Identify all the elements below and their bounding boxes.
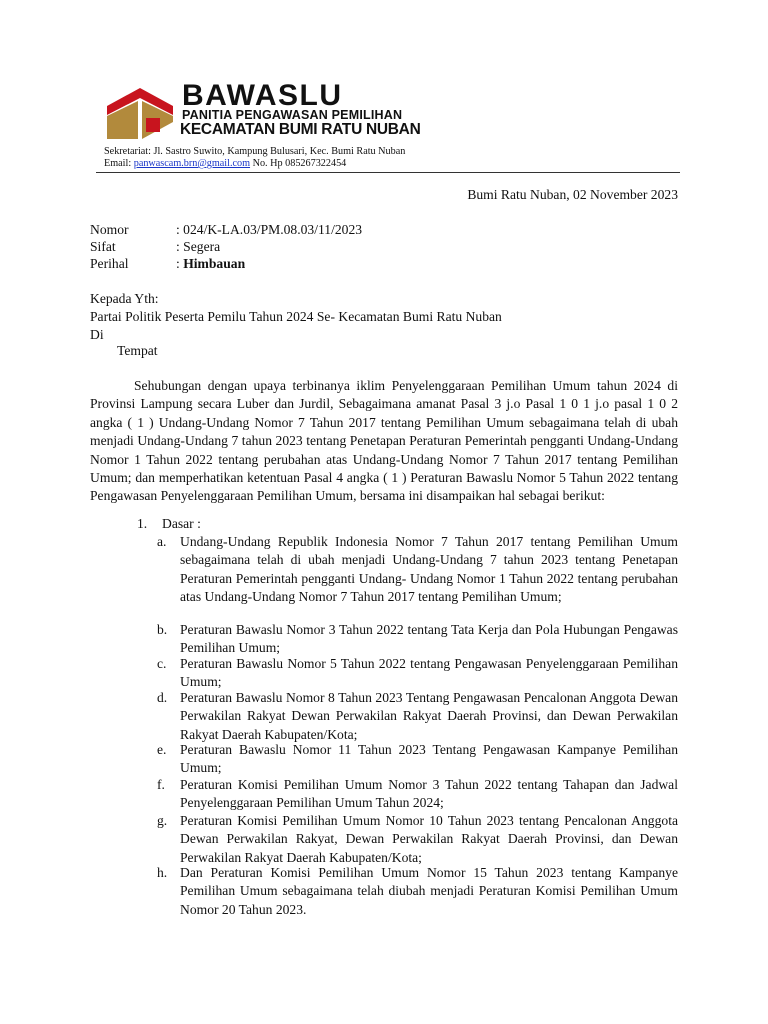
item-text: Undang-Undang Republik Indonesia Nomor 7 Tahun 2017 tentang Pemilihan Umum sebagaimana telah di ubah menjadi Undang-Undang 7 tahun 2023 tentang Penetapan Peraturan Pemerintah pengganti Undang- Undang Nomor 1 Tahun 2022 tentang perubahan atas Undang-Undang Nomor 7 Tahun 2017 tentang Pemilihan Umum; bbox=[180, 534, 678, 605]
item-text: Peraturan Bawaslu Nomor 11 Tahun 2023 Tentang Pengawasan Kampanye Pemilihan Umum; bbox=[180, 742, 678, 776]
list-item bbox=[157, 864, 678, 919]
item-letter: c. bbox=[157, 656, 167, 671]
item-letter: g. bbox=[157, 813, 168, 828]
recipient-line: Partai Politik Peserta Pemilu Tahun 2024 Se- Kecamatan Bumi Ratu Nuban bbox=[90, 309, 502, 324]
bawaslu-logo bbox=[104, 86, 176, 142]
item-text: Peraturan Komisi Pemilihan Umum Nomor 3 Tahun 2022 tentang Tahapan dan Jadwal Penyelenggaraan Pemilihan Umum Tahun 2024; bbox=[180, 777, 678, 811]
opening-paragraph: Sehubungan dengan upaya terbinanya iklim Penyelenggaraan Pemilihan Umum tahun 2024 di Provinsi Lampung secara Luber dan Jurdil, Sebagaimana amanat Pasal 3 j.o Pasal 1 0 1 j.o pasal 1 0 2 angka ( 1 ) Undang-Undang Nomor 7 Tahun 2017 tentang Pemilihan Umum sebagaimana telah di ubah menjadi Undang-Undang 7 tahun 2023 tentang Penetapan Peraturan Pemerintah pengganti Undang-Undang Nomor 1 Tahun 2022 tentang perubahan atas Undang-Undang Nomor 7 Tahun 2017 tentang Pemilihan Umum; dan memperhatikan ketentuan Pasal 4 angka ( 1 ) Peraturan Bawaslu Nomor 5 Tahun 2022 tentang Pengawasan Penyelenggaraan Pemilihan Umum, bersama ini disampaikan hal sebagai berikut: bbox=[90, 378, 678, 504]
recipient-tempat: Tempat bbox=[117, 343, 158, 358]
item-text: Peraturan Bawaslu Nomor 5 Tahun 2022 tentang Pengawasan Penyelenggaraan Pemilihan Umum; bbox=[180, 656, 678, 690]
sifat-value: : Segera bbox=[176, 239, 221, 254]
address-line: Sekretariat: Jl. Sastro Suwito, Kampung Bulusari, Kec. Bumi Ratu Nuban bbox=[104, 146, 406, 157]
item-letter: d. bbox=[157, 690, 168, 705]
list-item bbox=[157, 621, 678, 658]
item-letter: b. bbox=[157, 622, 168, 637]
list-item bbox=[157, 741, 678, 778]
recipient-di: Di bbox=[90, 327, 104, 342]
perihal-value: Himbauan bbox=[183, 256, 246, 271]
org-name: BAWASLU bbox=[182, 79, 343, 112]
item-text: Peraturan Bawaslu Nomor 8 Tahun 2023 Tentang Pengawasan Pencalonan Anggota Dewan Perwakilan Rakyat Dewan Perwakilan Rakyat Daerah Provinsi, dan Dewan Perwakilan Rakyat Daerah Kabupaten/Kota; bbox=[180, 690, 678, 742]
list-title: Dasar : bbox=[162, 516, 201, 531]
list-item bbox=[157, 533, 678, 607]
letterhead-divider bbox=[96, 172, 680, 173]
perihal-label: Perihal bbox=[90, 256, 129, 271]
logo-emblem-icon bbox=[107, 88, 173, 139]
sifat-label: Sifat bbox=[90, 239, 116, 254]
list-item bbox=[157, 655, 678, 692]
phone-number: No. Hp 085267322454 bbox=[252, 158, 347, 169]
item-letter: h. bbox=[157, 865, 168, 880]
contact-line bbox=[104, 158, 346, 170]
meta-perihal bbox=[90, 255, 245, 273]
list-item bbox=[157, 812, 678, 867]
letter-date: Bumi Ratu Nuban, 02 November 2023 bbox=[467, 187, 678, 202]
meta-nomor bbox=[90, 221, 362, 239]
item-letter: f. bbox=[157, 777, 165, 792]
item-text: Peraturan Bawaslu Nomor 3 Tahun 2022 tentang Tata Kerja dan Pola Hubungan Pengawas Pemilihan Umum; bbox=[180, 622, 678, 656]
org-district: KECAMATAN BUMI RATU NUBAN bbox=[180, 121, 421, 138]
org-subtitle: PANITIA PENGAWASAN PEMILIHAN bbox=[182, 108, 403, 122]
item-text: Dan Peraturan Komisi Pemilihan Umum Nomor 15 Tahun 2023 tentang Kampanye Pemilihan Umum sebagaimana telah diubah menjadi Peraturan Komisi Pemilihan Umum Nomor 20 Tahun 2023. bbox=[180, 865, 678, 917]
item-letter: e. bbox=[157, 742, 167, 757]
logo-red-chevron bbox=[107, 88, 173, 115]
email-link[interactable]: panwascam.brn@gmail.com bbox=[133, 158, 251, 169]
nomor-label: Nomor bbox=[90, 222, 129, 237]
meta-sifat bbox=[90, 238, 220, 256]
list-item bbox=[157, 776, 678, 813]
perihal-colon: : bbox=[176, 256, 184, 271]
nomor-value: : 024/K-LA.03/PM.08.03/11/2023 bbox=[176, 222, 363, 237]
email-label: Email: bbox=[104, 158, 132, 169]
item-text: Peraturan Komisi Pemilihan Umum Nomor 10 Tahun 2023 tentang Pencalonan Anggota Dewan Perwakilan Rakyat, Dewan Perwakilan Rakyat Daerah Provinsi, dan Dewan Perwakilan Rakyat Daerah Kabupaten/Kota; bbox=[180, 813, 678, 865]
list-item bbox=[157, 689, 678, 744]
item-letter: a. bbox=[157, 534, 167, 549]
recipient-greeting: Kepada Yth: bbox=[90, 291, 159, 306]
logo-red-square bbox=[146, 118, 160, 132]
list-number: 1. bbox=[137, 516, 148, 531]
